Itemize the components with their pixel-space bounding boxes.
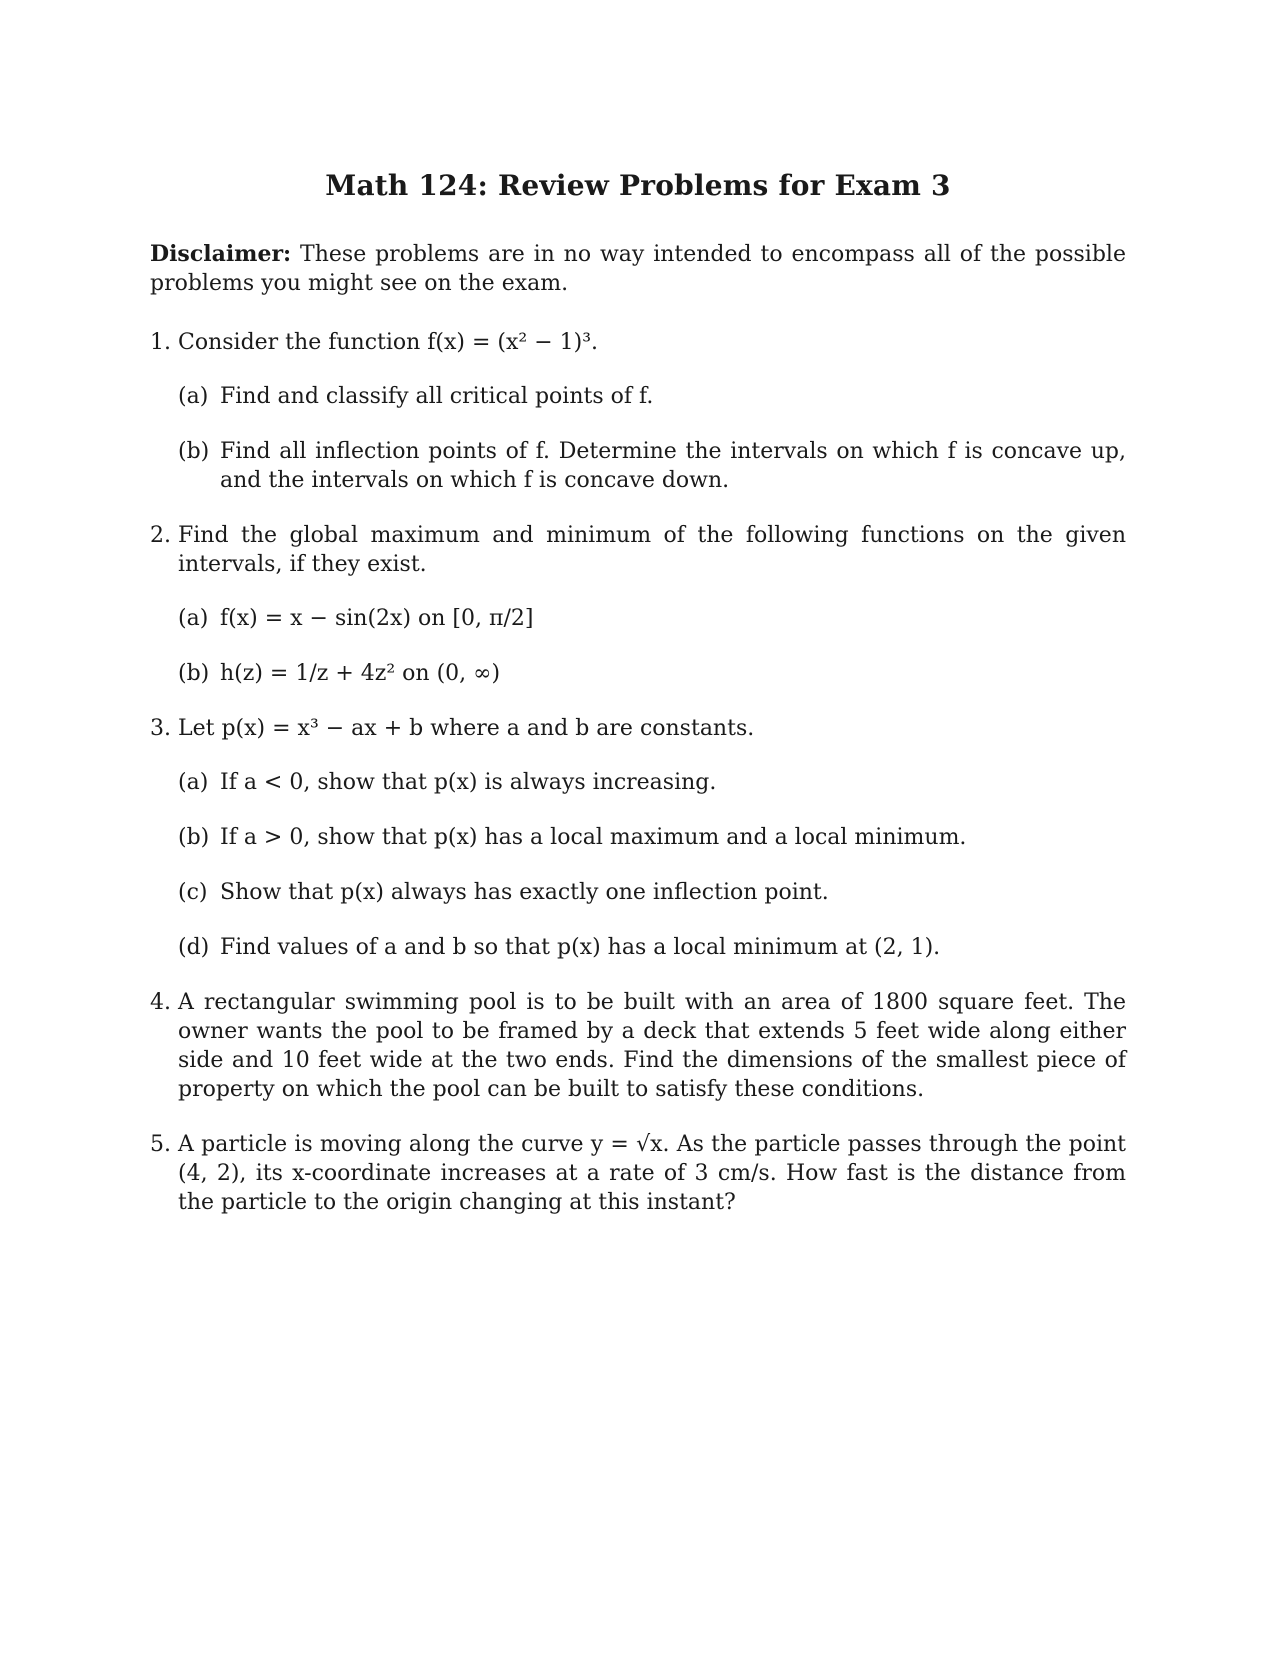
- document-title: Math 124: Review Problems for Exam 3: [325, 169, 951, 202]
- document-content: [150, 168, 1126, 1243]
- part-label: (b): [178, 439, 210, 464]
- problem-parts: [178, 382, 1126, 495]
- part-label: (a): [178, 606, 209, 631]
- part-label: (a): [178, 770, 209, 795]
- problem-part: [178, 768, 1126, 797]
- part-text: Find and classify all critical points of f.: [220, 384, 654, 409]
- disclaimer-text: These problems are in no way intended to encompass all of the possible problems you might see on the exam.: [150, 242, 1126, 296]
- part-label: (b): [178, 661, 210, 686]
- part-text: If a > 0, show that p(x) has a local maximum and a local minimum.: [220, 825, 967, 850]
- problem-parts: [178, 604, 1126, 688]
- problem-number: 4.: [150, 990, 171, 1015]
- problem-part: [178, 604, 1126, 633]
- disclaimer-lead: Disclaimer:: [150, 241, 292, 267]
- problem-text: Consider the function f(x) = (x² − 1)³.: [178, 330, 599, 355]
- problem-parts: [178, 768, 1126, 962]
- problem-text: Let p(x) = x³ − ax + b where a and b are constants.: [178, 716, 755, 741]
- part-label: (d): [178, 935, 210, 960]
- part-text: Show that p(x) always has exactly one inflection point.: [220, 880, 829, 905]
- part-label: (c): [178, 880, 208, 905]
- problem-part: [178, 382, 1126, 411]
- problem-text: A rectangular swimming pool is to be built with an area of 1800 square feet. The owner wants the pool to be framed by a deck that extends 5 feet wide along either side and 10 feet wide at the two ends. Find the dimensions of the smallest piece of property on which the pool can be built to satisfy these conditions.: [178, 990, 1126, 1102]
- problem-2: [150, 521, 1126, 688]
- problem-number: 5.: [150, 1132, 171, 1157]
- problem-part: [178, 823, 1126, 852]
- problem-number: 1.: [150, 330, 171, 355]
- problem-part: [178, 437, 1126, 495]
- part-text: h(z) = 1/z + 4z² on (0, ∞): [220, 661, 501, 686]
- part-label: (a): [178, 384, 209, 409]
- problem-number: 3.: [150, 716, 171, 741]
- problem-4: [150, 988, 1126, 1104]
- part-text: If a < 0, show that p(x) is always increasing.: [220, 770, 717, 795]
- problem-part: [178, 659, 1126, 688]
- problem-part: [178, 878, 1126, 907]
- problem-1: [150, 328, 1126, 495]
- problem-number: 2.: [150, 523, 171, 548]
- part-text: f(x) = x − sin(2x) on [0, π/2]: [220, 606, 534, 631]
- part-label: (b): [178, 825, 210, 850]
- problem-text: A particle is moving along the curve y = √x. As the particle passes through the point (4, 2), its x-coordinate increases at a rate of 3 cm/s. How fast is the distance from the particle to the origin changing at this instant?: [178, 1132, 1126, 1215]
- problem-text: Find the global maximum and minimum of the following functions on the given intervals, if they exist.: [178, 523, 1126, 577]
- part-text: Find values of a and b so that p(x) has a local minimum at (2, 1).: [220, 935, 941, 960]
- problem-part: [178, 933, 1126, 962]
- disclaimer: [150, 240, 1126, 298]
- problem-5: [150, 1130, 1126, 1217]
- part-text: Find all inflection points of f. Determine the intervals on which f is concave up, and the intervals on which f is concave down.: [220, 439, 1126, 493]
- problem-3: [150, 714, 1126, 962]
